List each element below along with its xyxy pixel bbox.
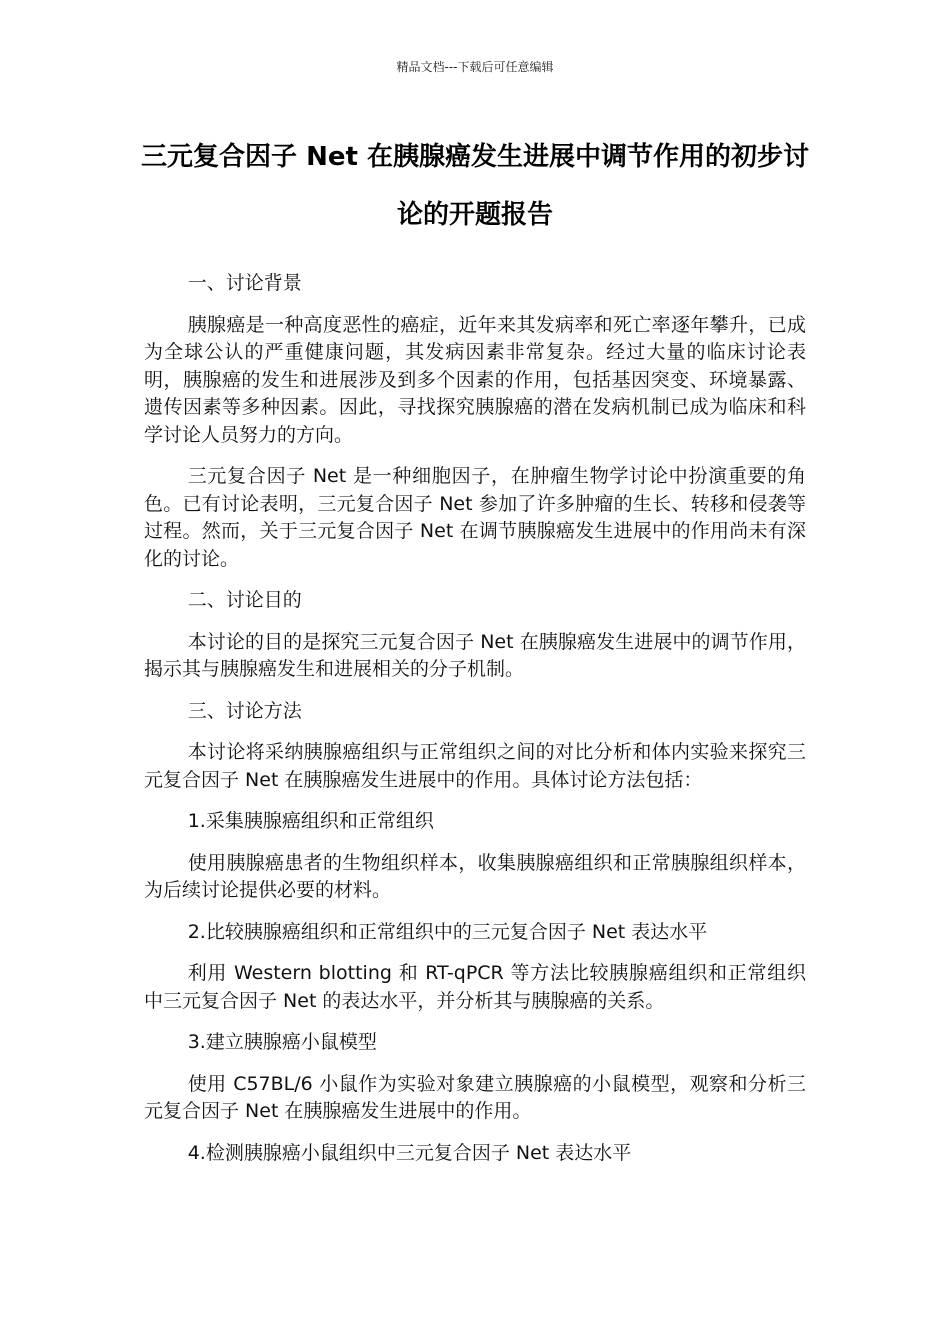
- body-paragraph: 本讨论将采纳胰腺癌组织与正常组织之间的对比分析和体内实验来探究三元复合因子 Net 在胰腺癌发生进展中的作用。具体讨论方法包括：: [144, 741, 806, 791]
- body-paragraph: 三元复合因子 Net 是一种细胞因子，在肿瘤生物学讨论中扮演重要的角色。已有讨论表明，三元复合因子 Net 参加了许多肿瘤的生长、转移和侵袭等过程。然而，关于三元复合因子 Net 在调节胰腺癌发生进展中的作用尚未有深化的讨论。: [144, 465, 806, 570]
- body-paragraph: 胰腺癌是一种高度恶性的癌症，近年来其发病率和死亡率逐年攀升，已成为全球公认的严重健康问题，其发病因素非常复杂。经过大量的临床讨论表明，胰腺癌的发生和进展涉及到多个因素的作用，包括基因突变、环境暴露、遗传因素等多种因素。因此，寻找探究胰腺癌的潜在发病机制已成为临床和科学讨论人员努力的方向。: [144, 313, 806, 446]
- body-paragraph: 使用胰腺癌患者的生物组织样本，收集胰腺癌组织和正常胰腺组织样本，为后续讨论提供必要的材料。: [144, 851, 806, 901]
- method-heading: 2.比较胰腺癌组织和正常组织中的三元复合因子 Net 表达水平: [187, 920, 708, 943]
- document-body: [144, 270, 806, 1181]
- body-paragraph: 本讨论的目的是探究三元复合因子 Net 在胰腺癌发生进展中的调节作用，揭示其与胰腺癌发生和进展相关的分子机制。: [144, 630, 806, 680]
- section-heading: 二、讨论目的: [187, 589, 302, 611]
- document-title: 三元复合因子 Net 在胰腺癌发生进展中调节作用的初步讨论的开题报告: [141, 142, 809, 230]
- section-heading: 三、讨论方法: [187, 699, 302, 722]
- body-paragraph: 使用 C57BL/6 小鼠作为实验对象建立胰腺癌的小鼠模型，观察和分析三元复合因子 Net 在胰腺癌发生进展中的作用。: [144, 1072, 806, 1122]
- method-heading: 1.采集胰腺癌组织和正常组织: [187, 810, 434, 832]
- method-heading: 4.检测胰腺癌小鼠组织中三元复合因子 Net 表达水平: [187, 1141, 632, 1164]
- method-heading: 3.建立胰腺癌小鼠模型: [187, 1031, 377, 1053]
- section-heading: 一、讨论背景: [187, 272, 302, 294]
- header-note: 精品文档---下载后可任意编辑: [396, 60, 554, 74]
- body-paragraph: 利用 Western blotting 和 RT-qPCR 等方法比较胰腺癌组织和正常组织中三元复合因子 Net 的表达水平，并分析其与胰腺癌的关系。: [144, 962, 806, 1012]
